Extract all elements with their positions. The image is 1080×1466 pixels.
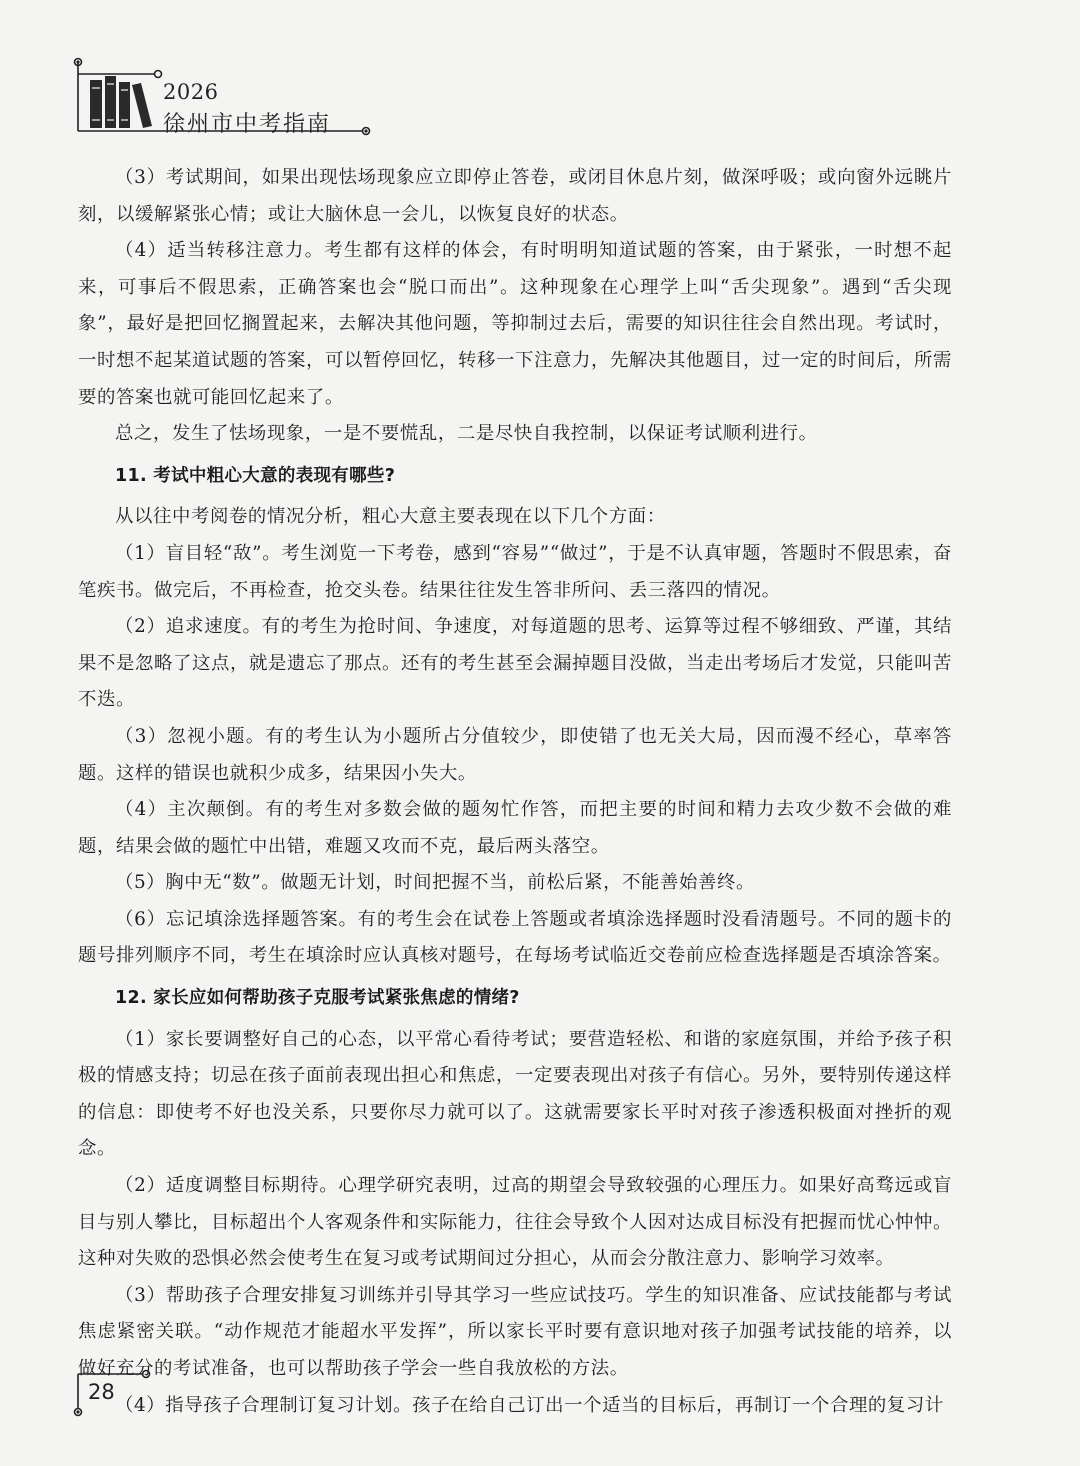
footer-frame [0,1360,200,1466]
paragraph: （2）适度调整目标期待。心理学研究表明，过高的期望会导致较强的心理压力。如果好高骛远或盲目与别人攀比，目标超出个人客观条件和实际能力，往往会导致个人因对达成目标没有把握而忧心忡忡。这种对失败的恐惧必然会使考生在复习或考试期间过分担心，从而会分散注意力、影响学习效率。 [78,1175,952,1270]
paragraph: 总之，发生了怯场现象，一是不要慌乱，二是尽快自我控制，以保证考试顺利进行。 [115,423,818,445]
section-heading-11: 11. 考试中粗心大意的表现有哪些? [115,465,396,486]
page-number: 28 [88,1380,115,1404]
paragraph: （1）盲目轻“敌”。考生浏览一下考卷，感到“容易”“做过”，于是不认真审题，答题时不假思索，奋笔疾书。做完后，不再检查，抢交头卷。结果往往发生答非所问、丢三落四的情况。 [78,542,952,601]
header-title: 徐州市中考指南 [163,112,332,137]
paragraph: （4）指导孩子合理制订复习计划。孩子在给自己订出一个适当的目标后，再制订一个合理的复习计 [115,1394,944,1416]
main-content [78,160,952,1424]
paragraph: （3）帮助孩子合理安排复习训练并引导其学习一些应试技巧。学生的知识准备、应试技能都与考试焦虑紧密关联。“动作规范才能超水平发挥”，所以家长平时要有意识地对孩子加强考试技能的培养，以做好充分的考试准备，也可以帮助孩子学会一些自我放松的方法。 [78,1284,952,1379]
paragraph: （3）忽视小题。有的考生认为小题所占分值较少，即使错了也无关大局，因而漫不经心，草率答题。这样的错误也就积少成多，结果因小失大。 [78,725,952,784]
paragraph: （2）追求速度。有的考生为抢时间、争速度，对每道题的思考、运算等过程不够细致、严谨，其结果不是忽略了这点，就是遗忘了那点。还有的考生甚至会漏掉题目没做，当走出考场后才发觉，只能叫苦不迭。 [78,616,952,711]
paragraph: （4）适当转移注意力。考生都有这样的体会，有时明明知道试题的答案，由于紧张，一时想不起来，可事后不假思索，正确答案也会“脱口而出”。这种现象在心理学上叫“舌尖现象”。遇到“舌尖现象”，最好是把回忆搁置起来，去解决其他问题，等抑制过去后，需要的知识往往会自然出现。考试时，一时想不起某道试题的答案，可以暂停回忆，转移一下注意力，先解决其他题目，过一定的时间后，所需要的答案也就可能回忆起来了。 [78,240,952,408]
paragraph: （3）考试期间，如果出现怯场现象应立即停止答卷，或闭目休息片刻，做深呼吸；或向窗外远眺片刻，以缓解紧张心情；或让大脑休息一会儿，以恢复良好的状态。 [78,167,952,225]
paragraph: （1）家长要调整好自己的心态，以平常心看待考试；要营造轻松、和谐的家庭氛围，并给予孩子积极的情感支持；切忌在孩子面前表现出担心和焦虑，一定要表现出对孩子有信心。另外，要特别传递这样的信息：即使考不好也没关系，只要你尽力就可以了。这就需要家长平时对孩子渗透积极面对挫折的观念。 [78,1028,952,1160]
header-year: 2026 [163,80,219,104]
paragraph: （4）主次颠倒。有的考生对多数会做的题匆忙作答，而把主要的时间和精力去攻少数不会做的难题，结果会做的题忙中出错，难题又攻而不克，最后两头落空。 [78,799,952,857]
section-heading-12: 12. 家长应如何帮助孩子克服考试紧张焦虑的情绪? [115,988,520,1009]
paragraph: 从以往中考阅卷的情况分析，粗心大意主要表现在以下几个方面： [115,506,666,528]
paragraph: （6）忘记填涂选择题答案。有的考生会在试卷上答题或者填涂选择题时没看清题号。不同的题卡的题号排列顺序不同，考生在填涂时应认真核对题号，在每场考试临近交卷前应检查选择题是否填涂答案。 [78,908,952,967]
header-frame [0,0,1080,150]
paragraph: （5）胸中无“数”。做题无计划，时间把握不当，前松后紧，不能善始善终。 [115,872,756,894]
books-icon [90,76,152,128]
